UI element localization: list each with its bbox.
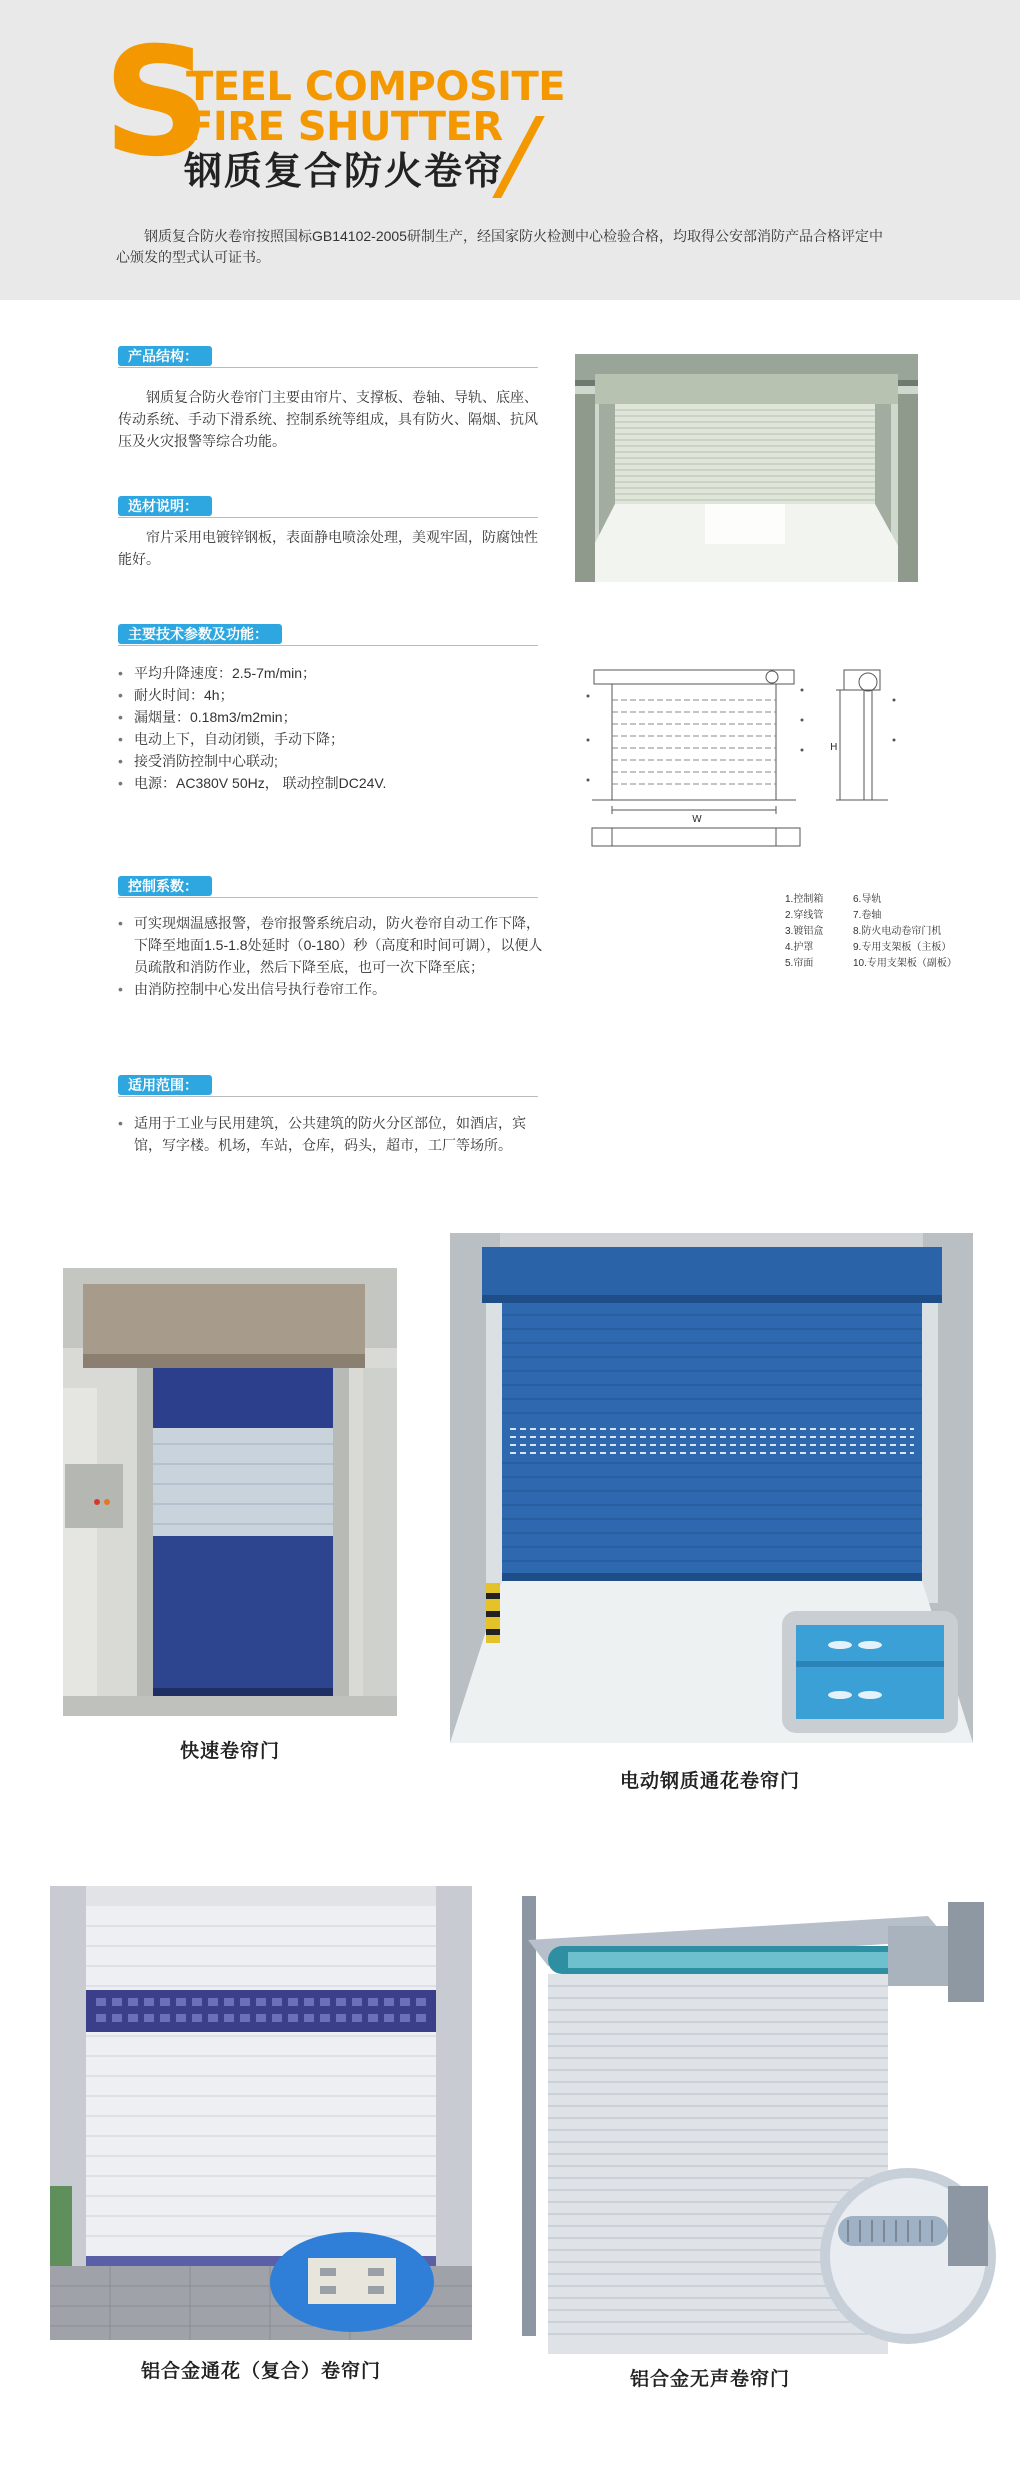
section-divider — [118, 897, 538, 898]
product-caption: 铝合金通花（复合）卷帘门 — [140, 2361, 381, 2382]
chinese-title: 钢质复合防火卷帘 — [184, 151, 505, 193]
legend-column-left — [785, 892, 823, 972]
params-list — [118, 662, 558, 794]
english-title-line-1: TEEL COMPOSITE — [186, 64, 566, 110]
english-title-line-2: FIRE SHUTTER — [186, 104, 503, 150]
product-caption: 电动钢质通花卷帘门 — [619, 1771, 800, 1792]
list-item: • 电动上下，自动闭锁，手动下降； — [118, 728, 558, 750]
list-item: • 由消防控制中心发出信号执行卷帘工作。 — [118, 978, 548, 1000]
aluminum-silent-roller-door-illustration — [508, 1886, 1004, 2360]
legend-item: 6.导轨 — [853, 894, 882, 905]
section-tag-scope: 适用范围： — [118, 1075, 212, 1095]
list-item: • 漏烟量：0.18m3/m2min； — [118, 706, 558, 728]
dimension-h-label: H — [830, 742, 838, 753]
legend-item: 5.帘面 — [785, 958, 814, 969]
list-item: • 接受消防控制中心联动; — [118, 750, 558, 772]
product-caption: 快速卷帘门 — [179, 1741, 280, 1762]
material-paragraph: 帘片采用电镀锌钢板，表面静电喷涂处理，美观牢固，防腐蚀性能好。 — [118, 529, 538, 567]
aluminum-perforated-roller-door-illustration — [50, 1886, 472, 2340]
electric-steel-roller-door-photo — [450, 1233, 973, 1743]
section-divider — [118, 645, 538, 646]
section-divider — [118, 367, 538, 368]
list-item: • 耐火时间：4h； — [118, 684, 558, 706]
legend-item: 9.专用支架板（主板） — [853, 942, 952, 953]
control-list — [118, 912, 548, 1000]
legend-item: 10.专用支架板（副板） — [853, 958, 957, 969]
structure-paragraph: 钢质复合防火卷帘门主要由帘片、支撑板、卷轴、导轨、底座、传动系统、手动下滑系统、控制系统等组成，具有防火、隔烟、抗风压及火灾报警等综合功能。 — [118, 389, 538, 449]
section-divider — [118, 517, 538, 518]
title-initial-letter: S — [103, 16, 212, 190]
section-tag-structure: 产品结构： — [118, 346, 212, 366]
shutter-schematic-illustration — [582, 660, 912, 880]
list-item: • 电源：AC380V 50Hz， 联动控制DC24V. — [118, 772, 558, 794]
aluminum-silent-roller-door-photo — [508, 1886, 1004, 2360]
intro-paragraph: 钢质复合防火卷帘按照国标GB14102-2005研制生产，经国家防火检测中心检验合格，均取得公安部消防产品合格评定中心颁发的型式认可证书。 — [116, 228, 883, 265]
section-tag-params: 主要技术参数及功能： — [118, 624, 282, 644]
legend-item: 1.控制箱 — [785, 894, 824, 905]
fire-shutter-photo — [575, 354, 918, 582]
product-caption: 铝合金无声卷帘门 — [629, 2369, 790, 2390]
list-item: • 可实现烟温感报警，卷帘报警系统启动，防火卷帘自动工作下降，下降至地面1.5-1.8处延时（0-180）秒（高度和时间可调），以便人员疏散和消防作业，然后下降至底，也可一次下降至底； — [118, 912, 548, 978]
list-item: • 平均升降速度：2.5-7m/min； — [118, 662, 558, 684]
legend-item: 8.防火电动卷帘门机 — [853, 926, 942, 937]
legend-column-right — [853, 892, 957, 972]
dimension-w-label: W — [692, 814, 702, 825]
legend-item: 4.护罩 — [785, 942, 814, 953]
section-tag-material: 选材说明： — [118, 496, 212, 516]
scope-list — [118, 1112, 548, 1156]
list-item: • 适用于工业与民用建筑，公共建筑的防火分区部位，如酒店，宾馆，写字楼。机场，车站，仓库，码头，超市，工厂等场所。 — [118, 1112, 548, 1156]
section-tag-control: 控制系数： — [118, 876, 212, 896]
legend-item: 2.穿线管 — [785, 910, 824, 921]
aluminum-perforated-roller-door-photo — [50, 1886, 472, 2340]
quick-roller-door-illustration — [63, 1268, 397, 1716]
technical-drawing — [582, 660, 912, 880]
header-band — [0, 0, 1020, 300]
legend-item: 3.镀铝盒 — [785, 926, 824, 937]
drawing-legend — [785, 892, 985, 982]
legend-item: 7.卷轴 — [853, 910, 882, 921]
electric-steel-roller-door-illustration — [450, 1233, 973, 1743]
quick-roller-door-photo — [63, 1268, 397, 1716]
section-divider — [118, 1096, 538, 1097]
fire-shutter-illustration — [575, 354, 918, 582]
